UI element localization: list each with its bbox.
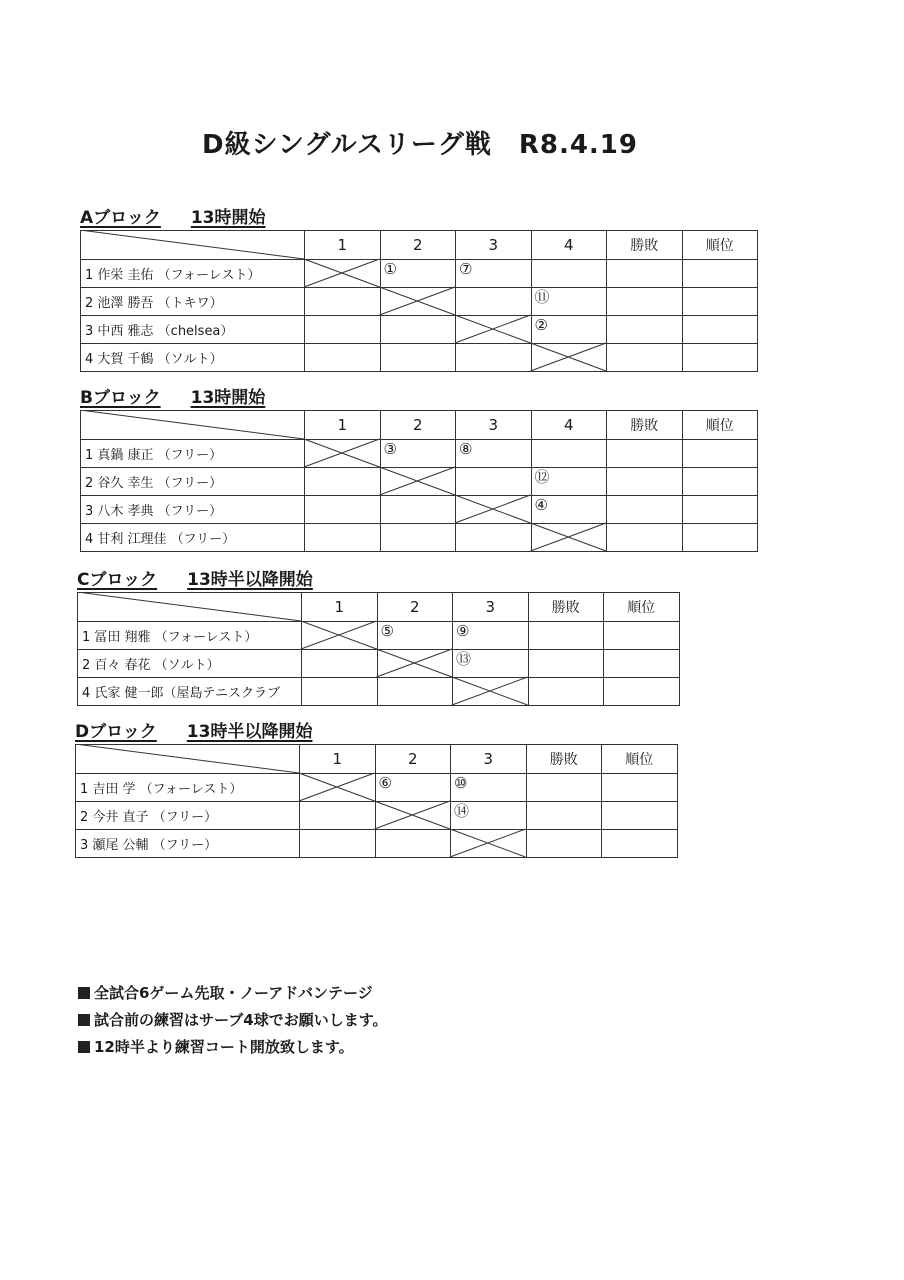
match-cell [305,344,381,372]
block-start-time: 13時開始 [190,208,266,228]
player-name: 1 冨田 翔雅 （フォーレスト） [78,622,302,650]
column-header: 4 [531,231,607,260]
match-cell [456,344,532,372]
league-table [75,744,678,858]
match-cell [531,344,607,372]
match-cell [300,802,376,830]
block-name: Dブロック [75,722,157,742]
match-cell: ⑭ [451,802,527,830]
corner-cell [78,593,302,622]
match-cell [380,468,456,496]
player-row [81,440,758,468]
column-header: 2 [380,231,456,260]
win-loss-cell [607,344,683,372]
match-cell: ④ [531,496,607,524]
match-cell [456,496,532,524]
column-header: 2 [377,593,453,622]
corner-cell [81,411,305,440]
header-row [81,231,758,260]
match-cell: ⑪ [531,288,607,316]
corner-cell [81,231,305,260]
rank-cell [682,524,758,552]
player-name: 2 今井 直子 （フリー） [76,802,300,830]
match-cell [380,316,456,344]
match-cell: ③ [380,440,456,468]
win-loss-cell [607,288,683,316]
match-cell [375,802,451,830]
match-cell [456,524,532,552]
block-heading [80,386,265,410]
win-loss-cell [607,496,683,524]
rank-cell [682,440,758,468]
match-cell [531,440,607,468]
rank-cell [602,802,678,830]
player-name: 1 作栄 圭佑 （フォーレスト） [81,260,305,288]
rank-cell [682,288,758,316]
win-loss-cell [528,622,604,650]
column-header: 1 [305,411,381,440]
player-name: 4 氏家 健一郎（屋島テニスクラブ [78,678,302,706]
column-header: 2 [380,411,456,440]
match-cell [305,524,381,552]
block-name: Cブロック [77,570,158,590]
match-cell: ① [380,260,456,288]
win-loss-cell [607,524,683,552]
league-table [80,230,758,372]
column-header: 3 [451,745,527,774]
square-bullet-icon [78,987,90,999]
player-name: 2 池澤 勝吾 （トキワ） [81,288,305,316]
player-name: 3 中西 雅志 （chelsea） [81,316,305,344]
note-item: 12時半より練習コート開放致します。 [78,1036,388,1063]
column-header: 1 [300,745,376,774]
rank-cell [602,774,678,802]
match-cell: ⑬ [453,650,529,678]
player-name: 3 瀬尾 公輔 （フリー） [76,830,300,858]
rank-cell [682,316,758,344]
player-row [76,830,678,858]
match-cell [305,496,381,524]
win-loss-cell [607,260,683,288]
match-cell [380,496,456,524]
win-loss-cell [607,440,683,468]
block-start-time: 13時半以降開始 [186,722,313,742]
league-table [77,592,680,706]
rank-header: 順位 [604,593,680,622]
column-header: 1 [302,593,378,622]
match-cell [377,650,453,678]
rank-cell [604,622,680,650]
rank-cell [604,650,680,678]
match-cell [305,316,381,344]
player-row [78,678,680,706]
player-row [78,622,680,650]
win-loss-header: 勝敗 [526,745,602,774]
player-row [81,260,758,288]
rank-cell [602,830,678,858]
header-row [78,593,680,622]
rank-header: 順位 [602,745,678,774]
player-name: 4 大賀 千鶴 （ソルト） [81,344,305,372]
rank-header: 順位 [682,411,758,440]
rank-cell [682,496,758,524]
match-cell [451,830,527,858]
page-title: D級シングルスリーグ戦 R8.4.19 [202,130,638,160]
win-loss-header: 勝敗 [607,231,683,260]
note-item: 試合前の練習はサーブ4球でお願いします。 [78,1009,388,1036]
match-cell [380,288,456,316]
match-cell [380,524,456,552]
block-name: Bブロック [80,388,161,408]
square-bullet-icon [78,1014,90,1026]
match-cell [377,678,453,706]
win-loss-cell [526,830,602,858]
win-loss-cell [528,678,604,706]
win-loss-cell [607,468,683,496]
match-cell: ⑥ [375,774,451,802]
player-row [78,650,680,678]
match-cell [531,524,607,552]
player-name: 4 甘利 江理佳 （フリー） [81,524,305,552]
player-name: 2 百々 春花 （ソルト） [78,650,302,678]
match-cell [456,288,532,316]
win-loss-cell [528,650,604,678]
block-start-time: 13時半以降開始 [187,570,313,590]
column-header: 3 [456,411,532,440]
match-cell [453,678,529,706]
player-row [81,344,758,372]
notes [78,982,388,1063]
win-loss-cell [607,316,683,344]
match-cell [302,650,378,678]
match-cell: ⑤ [377,622,453,650]
match-cell: ⑨ [453,622,529,650]
match-cell [302,622,378,650]
player-name: 1 吉田 学 （フォーレスト） [76,774,300,802]
rank-cell [682,468,758,496]
rank-header: 順位 [682,231,758,260]
match-cell [305,440,381,468]
block-heading [80,206,266,230]
player-row [81,316,758,344]
match-cell [300,774,376,802]
match-cell [300,830,376,858]
column-header: 4 [531,411,607,440]
player-row [76,774,678,802]
match-cell [380,344,456,372]
square-bullet-icon [78,1041,90,1053]
match-cell [456,468,532,496]
corner-cell [76,745,300,774]
match-cell: ⑧ [456,440,532,468]
rank-cell [682,344,758,372]
rank-cell [604,678,680,706]
match-cell [305,260,381,288]
note-item: 全試合6ゲーム先取・ノーアドバンテージ [78,982,388,1009]
player-row [81,288,758,316]
block-heading [75,720,312,744]
player-row [81,524,758,552]
column-header: 3 [456,231,532,260]
block-start-time: 13時開始 [190,388,266,408]
player-row [81,496,758,524]
header-row [76,745,678,774]
player-name: 3 八木 孝典 （フリー） [81,496,305,524]
win-loss-cell [526,774,602,802]
player-name: 1 真鍋 康正 （フリー） [81,440,305,468]
column-header: 3 [453,593,529,622]
match-cell [531,260,607,288]
match-cell: ⑩ [451,774,527,802]
match-cell: ⑫ [531,468,607,496]
match-cell: ⑦ [456,260,532,288]
win-loss-header: 勝敗 [528,593,604,622]
column-header: 2 [375,745,451,774]
match-cell [305,468,381,496]
league-table [80,410,758,552]
match-cell [302,678,378,706]
player-name: 2 谷久 幸生 （フリー） [81,468,305,496]
block-name: Aブロック [80,208,161,228]
player-row [81,468,758,496]
match-cell [375,830,451,858]
header-row [81,411,758,440]
column-header: 1 [305,231,381,260]
rank-cell [682,260,758,288]
player-row [76,802,678,830]
match-cell [456,316,532,344]
block-heading [77,568,313,592]
win-loss-header: 勝敗 [607,411,683,440]
win-loss-cell [526,802,602,830]
match-cell [305,288,381,316]
match-cell: ② [531,316,607,344]
